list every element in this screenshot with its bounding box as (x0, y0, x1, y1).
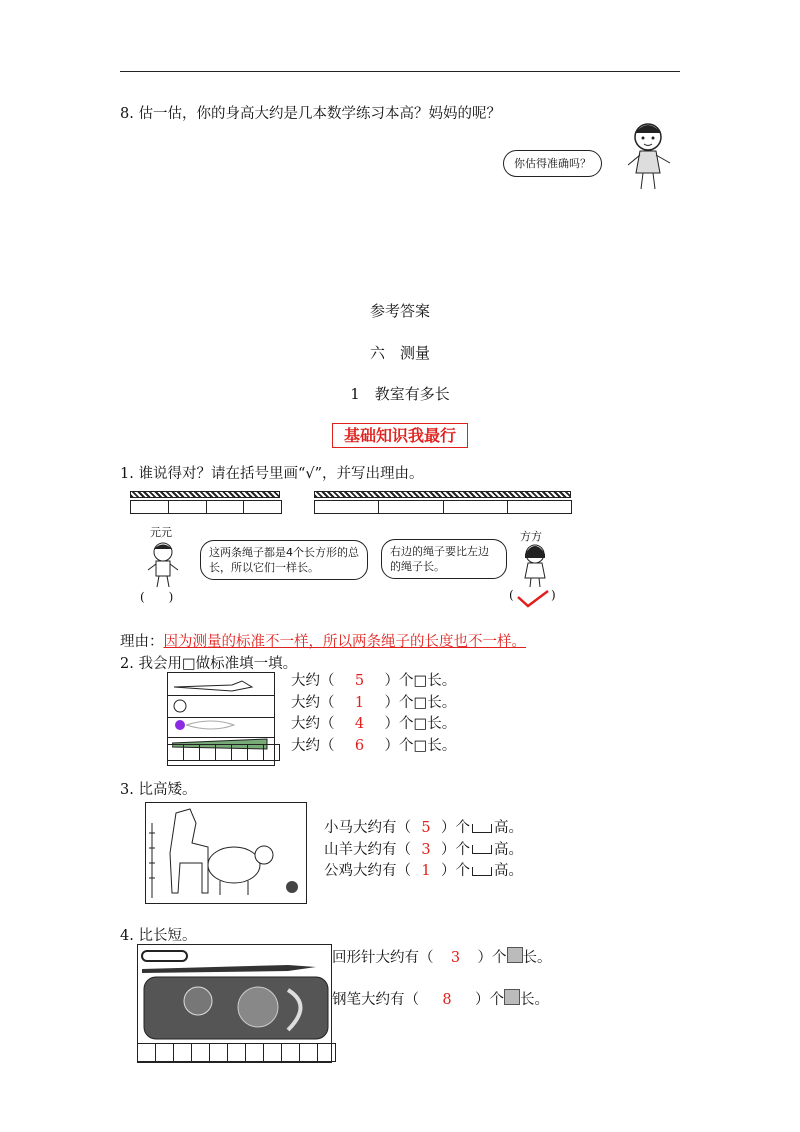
bubble-text: 这两条绳子都是4个长方形的总长，所以它们一样长。 (209, 546, 359, 574)
speech-bubble-q8 (503, 150, 602, 177)
girl-fangfang-illustration (515, 542, 555, 588)
answer-value: 3 (450, 950, 461, 966)
bubble-text: 你估得准确吗？ (514, 157, 591, 170)
reason-line (120, 630, 526, 651)
answers-title: 参考答案 (369, 302, 430, 320)
answer-value: 8 (442, 992, 452, 1008)
chapter-title: 六 测量 (369, 344, 430, 362)
lesson-title: 1 教室有多长 (350, 385, 450, 403)
answer-value: 1 (354, 694, 365, 711)
animals-picture (145, 802, 307, 904)
reason-text: 因为测量的标准不一样，所以两条绳子的长度也不一样。 (163, 634, 526, 650)
right-paren-close: ) (551, 588, 556, 602)
question-4: 4. 比长短。 (120, 928, 197, 944)
q2-answers (291, 671, 456, 757)
unit-square-icon (507, 947, 523, 963)
reason-label: 理由： (120, 634, 164, 650)
answer-value: 5 (421, 820, 431, 836)
height-unit-icon (472, 867, 492, 876)
q3-row: 公鸡大约有（ 1 ）个 高。 (324, 861, 523, 883)
q2-row: 大约（ 5 ）个□长。 (291, 671, 456, 693)
bubble-text: 右边的绳子要比左边的绳子长。 (390, 545, 489, 573)
height-unit-icon (472, 845, 492, 854)
right-name: 方方 (520, 530, 542, 543)
section-badge: 基础知识我最行 (332, 423, 468, 448)
answer-value: 3 (421, 841, 431, 858)
answer-value: 5 (354, 673, 365, 689)
q2-row: 大约（ 6 ）个□长。 (291, 736, 456, 758)
left-name: 元元 (150, 526, 172, 539)
boy-yuanyuan-illustration (143, 540, 183, 590)
yuanyuan-bubble (200, 540, 368, 580)
question-3: 3. 比高矮。 (120, 782, 197, 798)
q4-row: 钢笔大约有（ 8 ）个 长。 (332, 988, 549, 1009)
left-rope (130, 491, 280, 498)
question-8: 8. 估一估，你的身高大约是几本数学练习本高？妈妈的呢？ (120, 106, 501, 122)
q2-row: 大约（ 4 ）个□长。 (291, 714, 456, 736)
answer-value: 1 (421, 863, 431, 879)
question-2: 2. 我会用□做标准填一填。 (120, 656, 298, 672)
girl-illustration (608, 115, 688, 195)
fangfang-bubble (381, 539, 507, 579)
height-unit-icon (472, 824, 492, 833)
q4-row: 回形针大约有（ 3 ）个 长。 (332, 946, 552, 967)
left-bar (130, 500, 282, 514)
right-paren-open: ( (509, 588, 514, 602)
right-rope (314, 491, 571, 498)
answer-value: 6 (354, 737, 365, 754)
q3-row: 小马大约有（ 5 ）个 高。 (324, 818, 523, 840)
unit-grid (167, 744, 280, 761)
q3-row: 山羊大约有（ 3 ）个 高。 (324, 840, 523, 862)
pencil-case-picture (137, 944, 332, 1063)
header-rule (120, 71, 680, 72)
answer-value: 4 (354, 716, 365, 732)
vegetable-picture (167, 672, 275, 766)
question-1: 1. 谁说得对？请在括号里画“√”，并写出理由。 (120, 466, 424, 482)
animals-illustration (146, 803, 306, 903)
unit-square-icon (504, 989, 520, 1005)
right-bar (314, 500, 572, 514)
q3-answers (324, 818, 523, 883)
q2-row: 大约（ 1 ）个□长。 (291, 693, 456, 715)
pencil-case-illustration (138, 945, 331, 1043)
unit-grid (137, 1043, 336, 1062)
checkmark-icon (516, 589, 550, 609)
left-answer-paren: ( ) (140, 590, 174, 604)
